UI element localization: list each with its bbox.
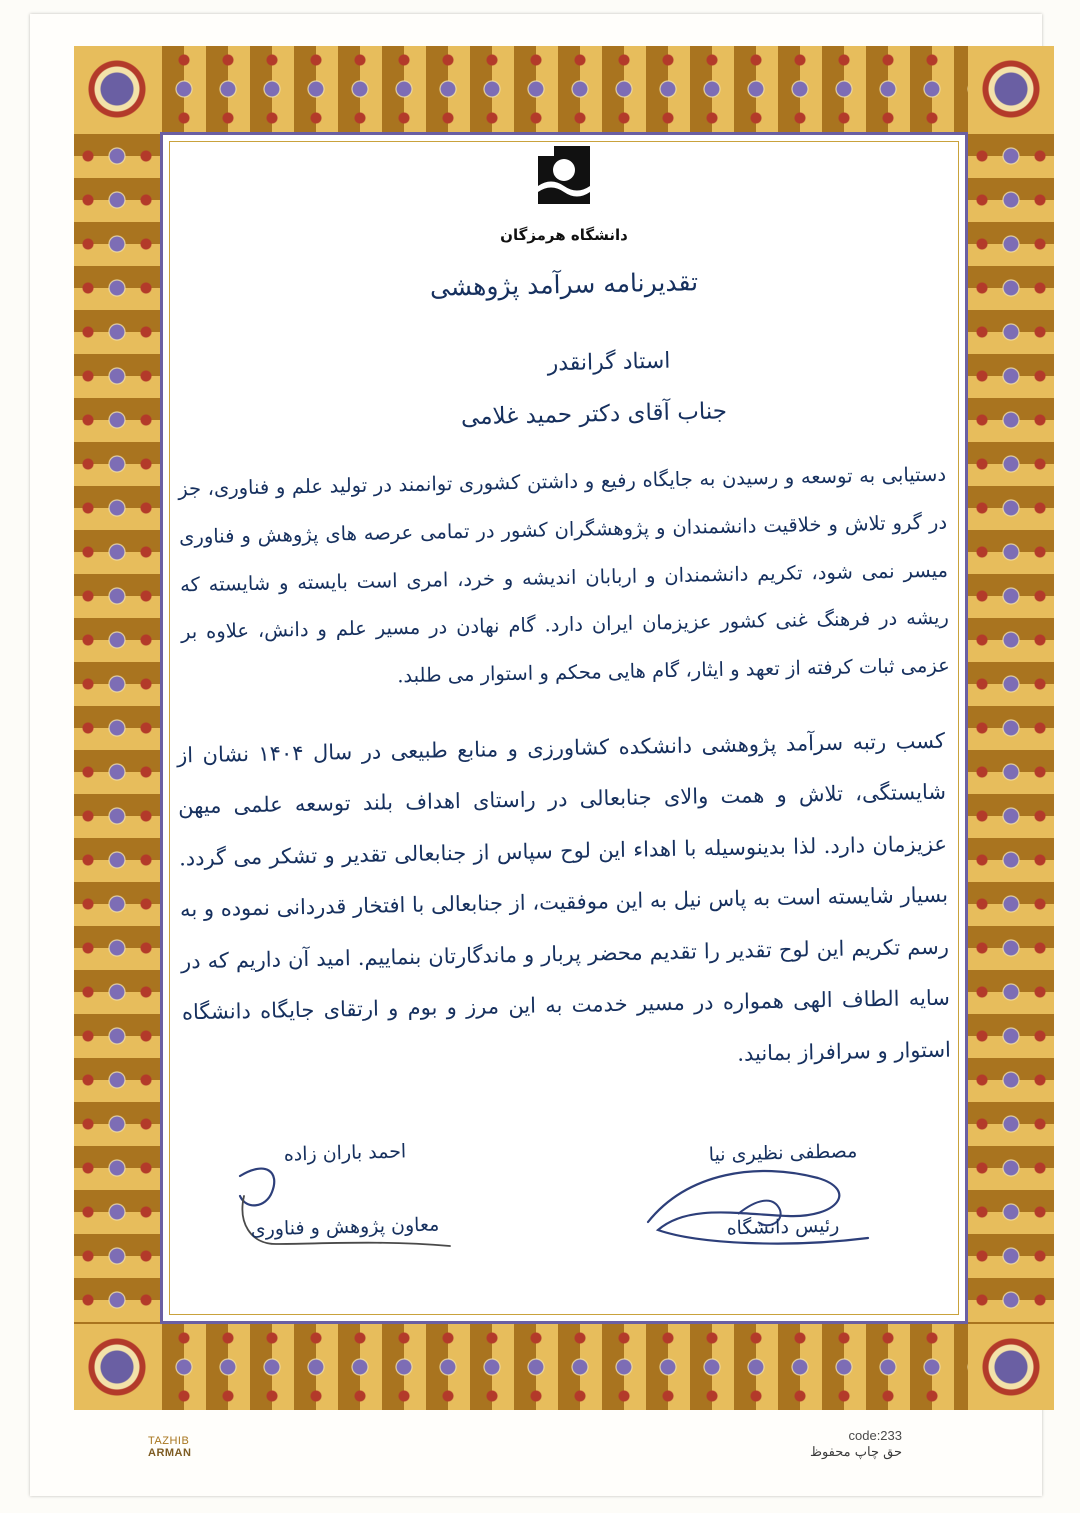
hormozgan-university-logo-icon bbox=[532, 142, 596, 216]
border-band-left bbox=[74, 46, 160, 1410]
printer-mark bbox=[148, 1435, 191, 1460]
footer-right-block bbox=[810, 1428, 902, 1462]
body-paragraph-1: دستیابی به توسعه و رسیدن به جایگاه رفیع و داشتن کشوری توانمند در تولید علم و فناوری، جز در گرو تلاش و خلاقیت دانشمندان و پژوهشگران کشور در تمامی عرصه های پژوهش و فناوری میسر نمی شود، تکریم دانشمندان و اربابان اندیشه و خرد، امری است بایسته و شایسته که ریشه در فرهنگ غنی کشور عزیزمان ایران دارد. گام نهادن در مسیر علم و دانش، علاوه بر عزمی ثبات کرفته از تعهد و ایثار، گام هایی محکم و استوار می طلبد. bbox=[178, 462, 950, 688]
document-code: code:233 bbox=[848, 1428, 902, 1444]
signature-name-rector: مصطفی نظیری نیا bbox=[708, 1140, 858, 1166]
copyright-note: حق چاپ محفوظ bbox=[809, 1445, 902, 1461]
salutation: استاد گرانقدر bbox=[547, 348, 671, 377]
paper-sheet bbox=[30, 14, 1042, 1496]
body-paragraph-2: کسب رتبه سرآمد پژوهشی دانشکده کشاورزی و منابع طبیعی در سال ۱۴۰۴ نشان از شایستگی، تلاش و همت والای جنابعالی در راستای اهداف بلند توسعه علمی میهن عزیزمان دارد. لذا بدینوسیله با اهداء این لوح سپاس از جنابعالی تقدیر و تشکر می گردد. بسیار شایسته است به پاس نیل به این موفقیت، از جنابعالی با افتخار قدردانی نموده و به رسم تکریم این لوح تقدیر را تقدیم محضر پربار و ماندگارتان بنماییم. امید آن داریم که در سایه الطاف الهی همواره در مسیر خدمت به این مرز و بوم و ارتقای جایگاه دانشگاه استوار و سرافراز بمانید. bbox=[176, 728, 952, 1066]
recipient-name: جناب آقای دکتر حمید غلامی bbox=[460, 398, 728, 431]
border-band-right bbox=[968, 46, 1054, 1410]
handwritten-signature-icon bbox=[180, 1152, 510, 1262]
page-title: تقدیرنامه سرآمد پژوهشی bbox=[429, 267, 699, 302]
logo-block bbox=[180, 142, 948, 244]
signature-block-rector bbox=[618, 1142, 948, 1238]
border-band-bottom bbox=[74, 1324, 1054, 1410]
border-corner-bottom-right bbox=[74, 1324, 160, 1410]
border-corner-top-left bbox=[968, 46, 1054, 132]
border-corner-bottom-left bbox=[968, 1324, 1054, 1410]
certificate-content bbox=[176, 142, 952, 1322]
printer-mark-line2: ARMAN bbox=[148, 1447, 192, 1460]
signature-role-vice-president: معاون پژوهش و فناوری bbox=[250, 1213, 440, 1241]
signature-row bbox=[180, 1140, 948, 1241]
printer-mark-line1: TAZHIB bbox=[148, 1434, 190, 1447]
signature-block-vice-president bbox=[180, 1140, 510, 1241]
signature-name-vice-president: احمد باران زاده bbox=[283, 1140, 407, 1166]
handwritten-signature-icon bbox=[618, 1152, 948, 1262]
logo-caption: دانشگاه هرمزگان bbox=[500, 226, 628, 244]
border-band-top bbox=[74, 46, 1054, 132]
border-corner-top-right bbox=[74, 46, 160, 132]
body-text bbox=[176, 458, 952, 1083]
signature-role-rector: رئیس دانشگاه bbox=[726, 1214, 840, 1240]
